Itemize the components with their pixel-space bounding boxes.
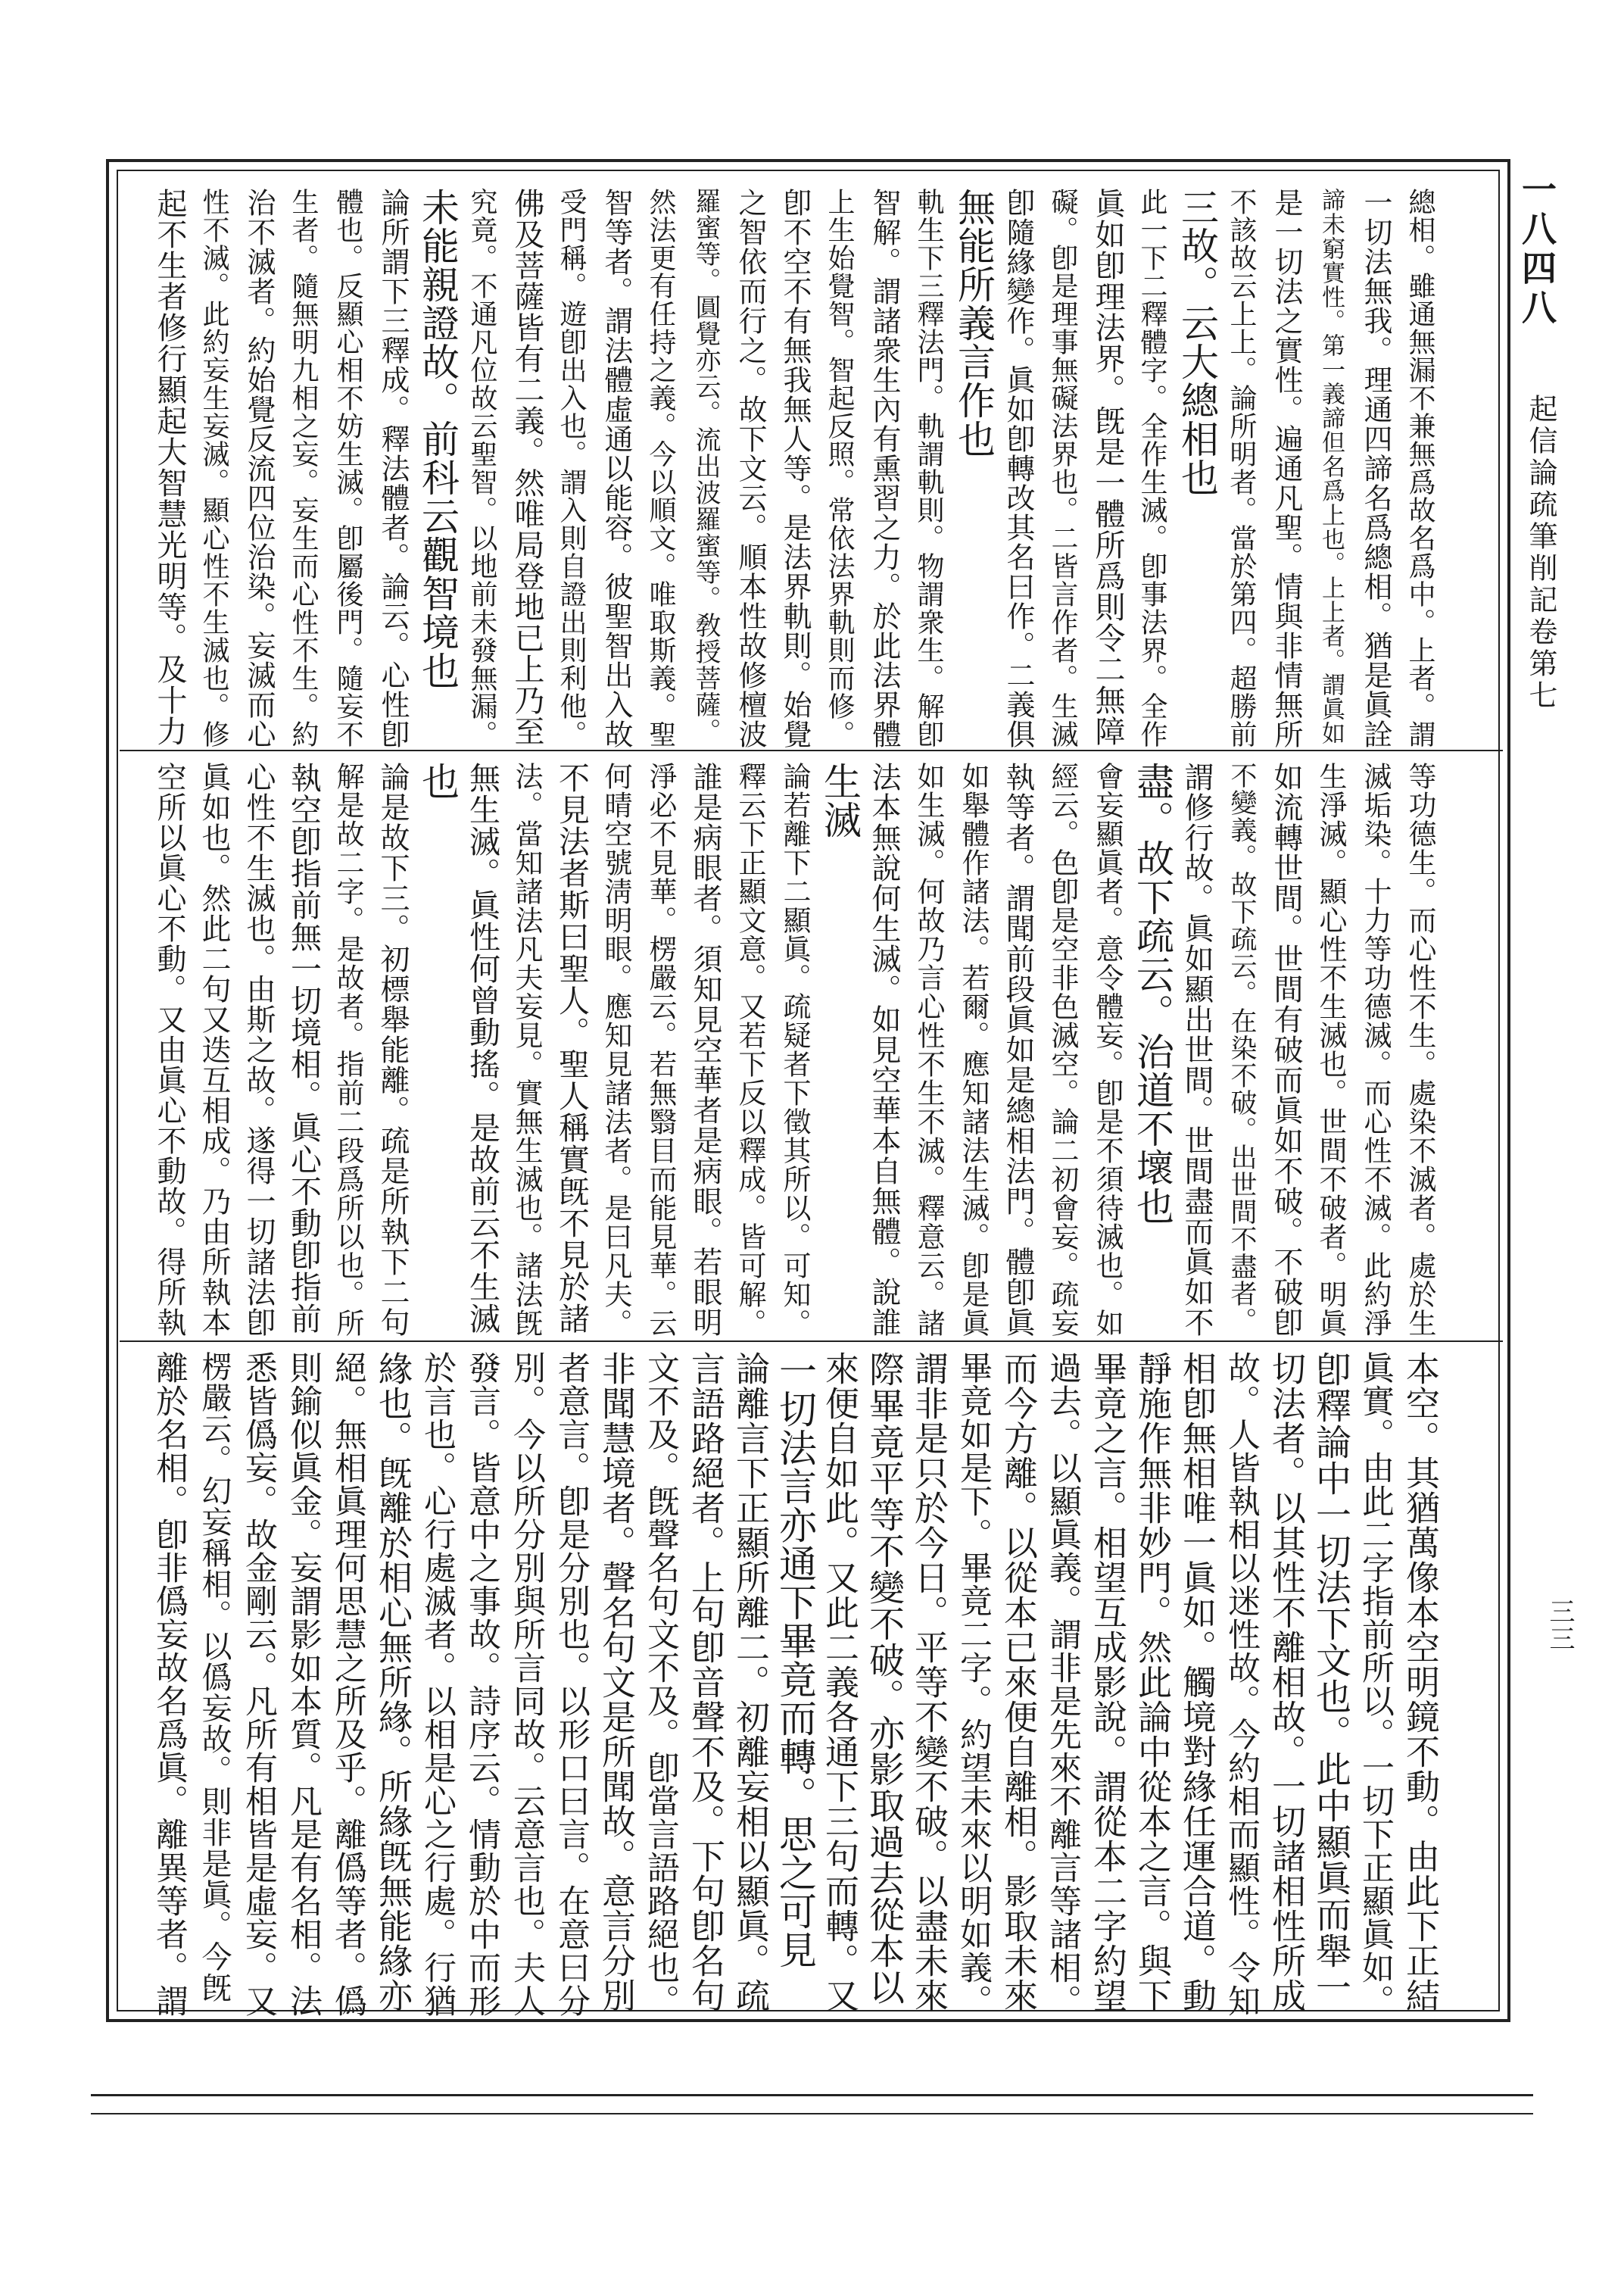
middle-column: 空所以眞心不動。又由眞心不動故。得所執 bbox=[152, 762, 186, 1337]
lower-column: 發言。皆意中之事故。詩序云。情動於中而形 bbox=[463, 1351, 501, 2018]
upper-column: 諦未窮實性。第一義諦但名爲上也。上上者。謂眞如 bbox=[1317, 188, 1345, 745]
upper-column: 之智依而行之。故下文云。順本性故修檀波 bbox=[734, 188, 767, 749]
upper-column: 卽隨緣變作。眞如卽轉改其名曰作。二義俱 bbox=[1002, 188, 1035, 749]
lower-column: 畢竟如是下。畢竟二字。約望未來以明如義。 bbox=[955, 1351, 993, 2018]
lower-column: 別。今以所分別與所言同故。云意言也。夫人 bbox=[508, 1351, 546, 2018]
lower-column: 則鍮似眞金。妄謂影如本質。凡是有名相。法 bbox=[285, 1351, 323, 2018]
middle-column: 論是故下三。初標舉能離。疏是所執下二句 bbox=[376, 762, 410, 1337]
middle-column: 誰是病眼者。須知見空華者是病眼。若眼明 bbox=[688, 762, 722, 1337]
middle-column: 解是故二字。是故者。指前二段爲所以也。所 bbox=[332, 762, 364, 1337]
upper-column: 礙。卽是理事無礙法界也。二皆言作者。生滅 bbox=[1047, 188, 1078, 748]
upper-column: 眞如卽理法界。旣是一體所爲則令二無障 bbox=[1090, 188, 1125, 747]
lower-column: 際畢竟平等不變不破。亦影取過去從本以 bbox=[863, 1351, 905, 2005]
upper-column: 論所謂下三釋成。釋法體者。論云。心性卽 bbox=[376, 188, 410, 749]
middle-column: 經云。色卽是空非色滅空。論二初會妄。疏妄 bbox=[1046, 762, 1079, 1337]
middle-column: 如生滅。何故乃言心性不生不滅。釋意云。諸 bbox=[912, 762, 945, 1337]
lower-column: 相卽無相唯一眞如。觸境對緣任運合道。動 bbox=[1177, 1351, 1217, 2013]
middle-column: 生滅 bbox=[818, 762, 862, 839]
lower-column: 靜施作無非妙門。然此論中從本之言。與下 bbox=[1132, 1351, 1172, 2013]
middle-column: 執等者。謂聞前段眞如是總相法門。體卽眞 bbox=[1001, 762, 1035, 1337]
lower-column: 卽釋論中一切法下文也。此中顯眞而舉一 bbox=[1310, 1351, 1351, 2005]
lower-column: 絕。無相眞理何思慧之所及乎。離僞等者。僞 bbox=[329, 1351, 367, 2018]
section-divider-upper bbox=[120, 750, 1503, 751]
upper-column: 治不滅者。約始覺反流四位治染。妄滅而心 bbox=[242, 188, 276, 749]
upper-column: 佛及菩薩皆有二義。然唯局登地已上乃至 bbox=[510, 188, 544, 747]
lower-column: 畢竟之言。相望互成影說。謂從本二字約望 bbox=[1087, 1351, 1127, 2013]
upper-column: 三故。云大總相也 bbox=[1175, 188, 1219, 497]
lower-column: 切法者。以其性不離相故。一切諸相性所成 bbox=[1266, 1351, 1306, 2013]
upper-column: 此一下二釋體字。全作生滅。卽事法界。全作 bbox=[1136, 188, 1167, 748]
lower-column: 言語路絕者。上句卽音聲不及。下句卽名句 bbox=[685, 1351, 725, 2013]
upper-column: 究竟。不通凡位故云聖智。以地前未發無漏。 bbox=[466, 188, 497, 748]
middle-column: 釋云下正顯文意。又若下反以釋成。皆可解。 bbox=[734, 762, 766, 1337]
margin-page-number: 三三 bbox=[1545, 1598, 1575, 1653]
upper-column: 軌生下三釋法門。軌謂軌則。物謂衆生。解卽 bbox=[913, 188, 944, 748]
upper-column: 羅蜜等。圓覺亦云。流出波羅蜜等。敎授菩薩。 bbox=[690, 188, 721, 744]
upper-column: 智等者。謂法體虛通以能容。彼聖智出入故 bbox=[600, 188, 633, 749]
upper-column: 然法更有任持之義。今以順文。唯取斯義。聖 bbox=[645, 188, 676, 748]
middle-column: 謂修行故。眞如顯出世間。世間盡而眞如不 bbox=[1180, 762, 1214, 1337]
upper-column: 總相。雖通無漏不兼無爲故名爲中。上者。謂 bbox=[1404, 188, 1435, 748]
lower-column: 謂非是只於今日。平等不變不破。以盡未來 bbox=[909, 1351, 949, 2013]
lower-column: 文不及。旣聲名句文不及。卽當言語路絕也。 bbox=[642, 1351, 680, 2018]
running-title: 起信論疏筆削記卷第七 bbox=[1524, 394, 1557, 712]
lower-column: 楞嚴云。幻妄稱相。以僞妄故。則非是眞。今旣 bbox=[197, 1351, 232, 2003]
lower-column: 緣也。旣離於相心無所緣。所緣旣無能緣亦 bbox=[372, 1351, 413, 2013]
lower-column: 故。人皆執相以迷性故。今約相而顯性。令知 bbox=[1223, 1351, 1261, 2018]
middle-column: 法。當知諸法凡夫妄見。實無生滅也。諸法旣 bbox=[510, 762, 543, 1337]
middle-column: 等功德生。而心性不生。處染不滅者。處於生 bbox=[1404, 762, 1436, 1337]
upper-column: 是一切法之實性。遍通凡聖。情與非情無所 bbox=[1270, 188, 1303, 749]
lower-column: 眞實。由此二字指前所以。一切下正顯眞如。 bbox=[1357, 1351, 1395, 2018]
middle-column: 也 bbox=[416, 762, 460, 801]
upper-column: 不該故云上上。論所明者。當於第四。超勝前 bbox=[1226, 188, 1257, 748]
lower-column: 非聞慧境者。聲名句文是所聞故。意言分別 bbox=[596, 1351, 636, 2013]
lower-column: 過去。以顯眞義。謂非是先來不離言等諸相。 bbox=[1044, 1351, 1082, 2018]
lower-column: 來便自如此。又此二義各通下三句而轉。又 bbox=[819, 1351, 859, 2013]
lower-column: 者意言。卽是分別也。以形口曰言。在意曰分 bbox=[553, 1351, 591, 2018]
upper-column: 智解。謂諸衆生內有熏習之力。於此法界體 bbox=[868, 188, 901, 749]
bottom-rule-2 bbox=[91, 2113, 1533, 2114]
lower-column: 悉皆僞妄。故金剛云。凡所有相皆是虛妄。又 bbox=[240, 1351, 278, 2018]
middle-column: 如舉體作諸法。若爾。應知諸法生滅。卽是眞 bbox=[957, 762, 990, 1337]
middle-column: 如流轉世間。世間有破而眞如不破。不破卽 bbox=[1269, 762, 1303, 1337]
upper-column: 未能親證故。前科云觀智境也 bbox=[416, 188, 460, 690]
middle-column: 法本無說何生滅。如見空華本自無體。說誰 bbox=[867, 762, 901, 1337]
lower-column: 於言也。心行處滅者。以相是心之行處。行猶 bbox=[419, 1351, 457, 2018]
upper-column: 受門稱。遊卽出入也。謂入則自證出則利他。 bbox=[556, 188, 587, 748]
middle-column: 論若離下二顯眞。疏疑者下徵其所以。可知。 bbox=[778, 762, 811, 1337]
upper-column: 一切法無我。理通四諦名爲總相。猶是眞詮 bbox=[1359, 188, 1392, 749]
middle-column: 淨必不見華。楞嚴云。若無翳目而能見華。云 bbox=[644, 762, 677, 1337]
bottom-rule-1 bbox=[91, 2094, 1533, 2096]
lower-column: 一切法言亦通下畢竟而轉。思之可見 bbox=[773, 1351, 817, 1969]
middle-column: 盡。故下疏云。治道不壞也 bbox=[1130, 762, 1174, 1225]
page-number: 一八四八 bbox=[1516, 171, 1557, 329]
upper-column: 無能所義言作也 bbox=[952, 188, 996, 458]
section-divider-lower bbox=[120, 1340, 1503, 1342]
lower-column: 而今方離。以從本已來便自離相。影取未來 bbox=[998, 1351, 1038, 2013]
middle-column: 眞如也。然此二句又迭互相成。乃由所執本 bbox=[197, 762, 231, 1337]
upper-column: 卽不空不有無我無人等。是法界軌則。始覺 bbox=[778, 188, 812, 749]
lower-column: 離於名相。卽非僞妄故名爲眞。離異等者。謂 bbox=[151, 1351, 189, 2018]
middle-column: 無生滅。眞性何曾動搖。是故前云不生滅 bbox=[464, 762, 500, 1334]
middle-column: 不見法者斯曰聖人。聖人稱實旣不見於諸 bbox=[553, 762, 590, 1334]
lower-column: 本空。其猶萬像本空明鏡不動。由此下正結 bbox=[1400, 1351, 1440, 2013]
middle-column: 不變義。故下疏云。在染不破。出世間不盡者。 bbox=[1227, 762, 1257, 1334]
upper-column: 體也。反顯心相不妨生滅。卽屬後門。隨妄不 bbox=[332, 188, 363, 748]
middle-column: 生淨滅。顯心性不生滅也。世間不破者。明眞 bbox=[1314, 762, 1347, 1337]
middle-column: 何晴空號淸明眼。應知見諸法者。是曰凡夫。 bbox=[600, 762, 632, 1337]
upper-column: 性不滅。此約妄生妄滅。顯心性不生滅也。修 bbox=[198, 188, 229, 748]
middle-column: 執空卽指前無一切境相。眞心不動卽指前 bbox=[285, 762, 322, 1334]
upper-column: 上生始覺智。智起反照。常依法界軌則而修。 bbox=[824, 188, 855, 748]
lower-column: 論離言下正顯所離二。初離妄相以顯眞。疏 bbox=[730, 1351, 770, 2013]
middle-column: 心性不生滅也。由斯之故。遂得一切諸法卽 bbox=[242, 762, 276, 1337]
upper-column: 起不生者修行顯起大智慧光明等。及十力 bbox=[152, 188, 187, 747]
middle-column: 會妄顯眞者。意令體妄。卽是不須待滅也。如 bbox=[1091, 762, 1124, 1337]
upper-column: 生者。隨無明九相之妄。妄生而心性不生。約 bbox=[288, 188, 319, 748]
middle-column: 滅垢染。十力等功德滅。而心性不滅。此約淨 bbox=[1359, 762, 1392, 1337]
